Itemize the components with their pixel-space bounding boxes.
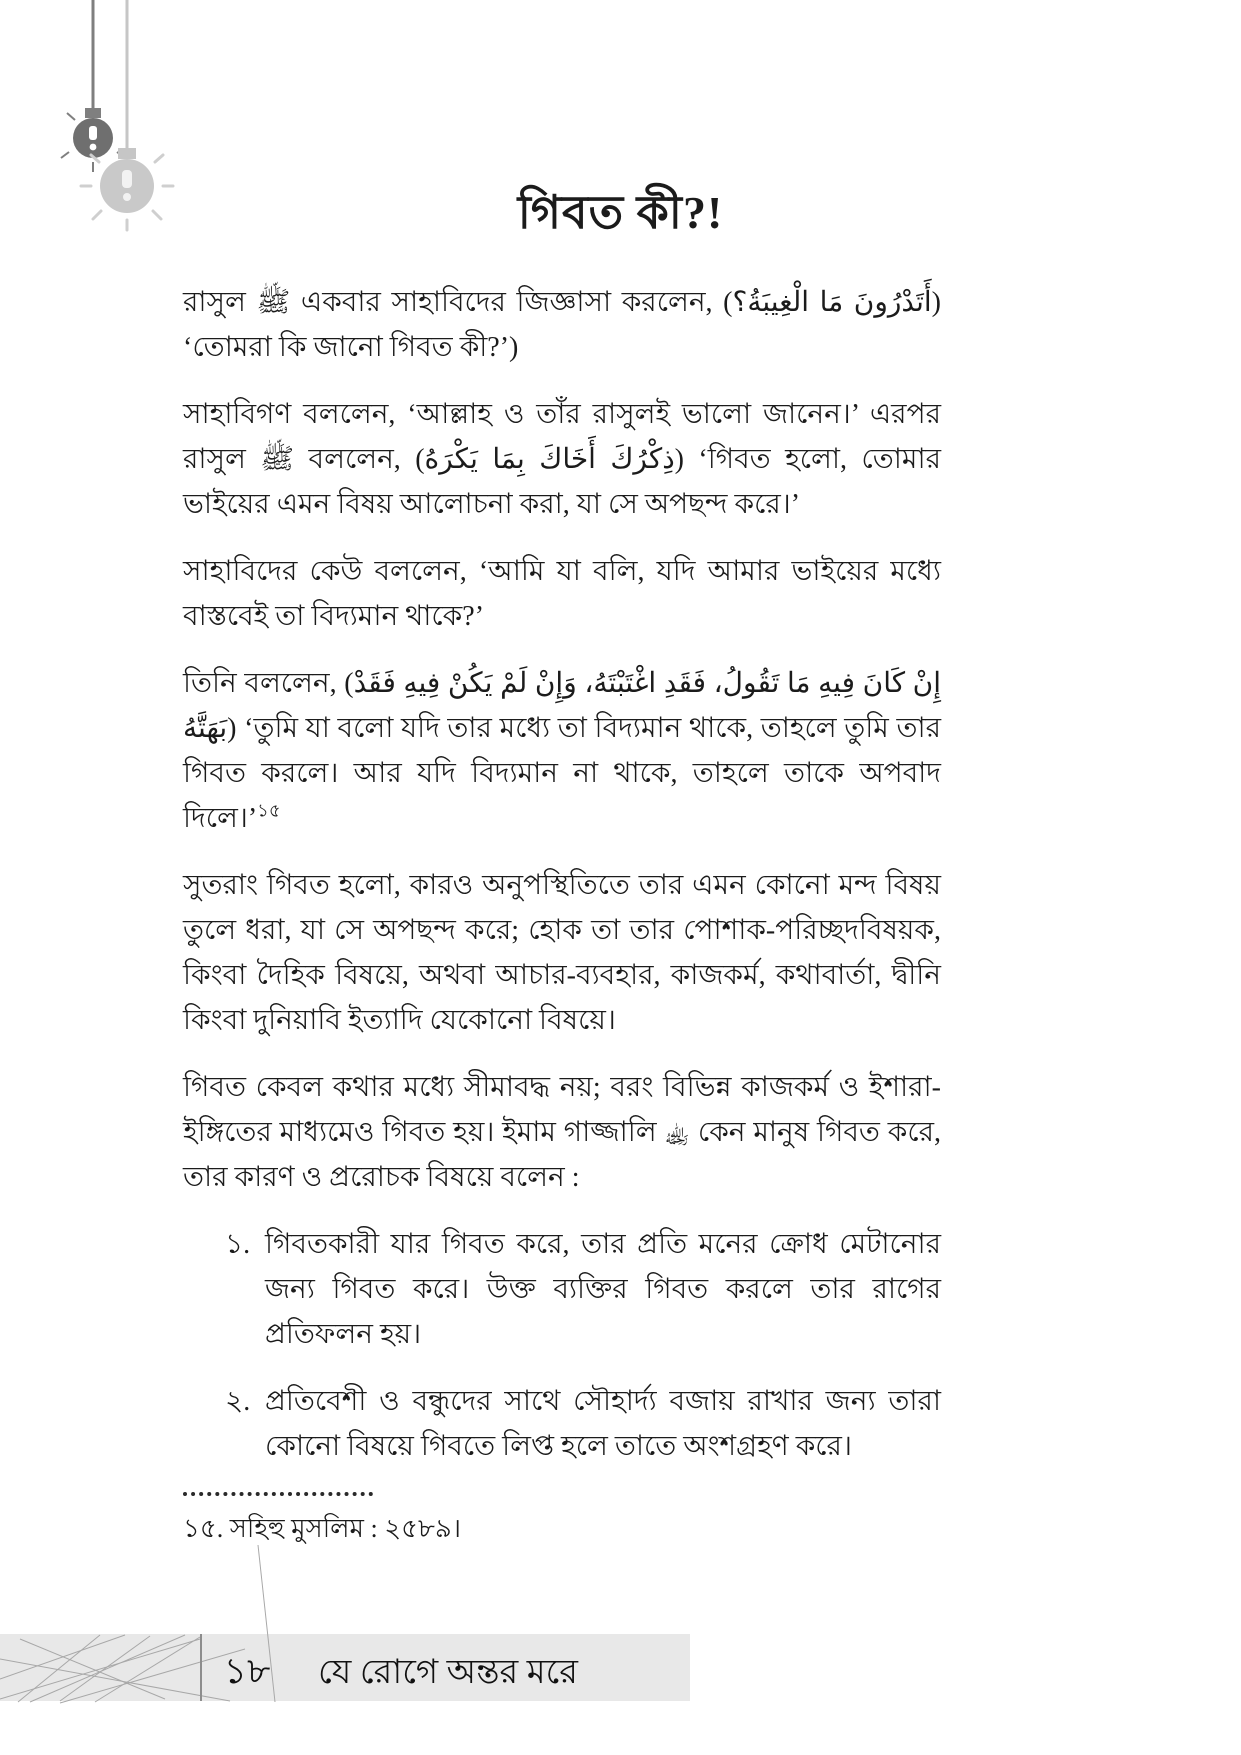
paragraph-1 xyxy=(183,280,941,370)
page-number: ১৮ xyxy=(223,1651,271,1691)
paragraph-2-text: সাহাবিগণ বললেন, ‘আল্লাহ ও তাঁর রাসুলই ভালো জানেন।’ এরপর রাসুল ﷺ বললেন, (ذِكْرُكَ أَخَاكَ بِمَا يَكْرَهُ) ‘গিবত হলো, তোমার ভাইয়ের এমন বিষয় আলোচনা করা, যা সে অপছন্দ করে।’ xyxy=(183,399,941,520)
paragraph-3 xyxy=(183,549,941,639)
paragraph-5-text: সুতরাং গিবত হলো, কারও অনুপস্থিতিতে তার এমন কোনো মন্দ বিষয় তুলে ধরা, যা সে অপছন্দ করে; হোক তা তার পোশাক-পরিচ্ছদবিষয়ক, কিংবা দৈহিক বিষয়ে, অথবা আচার-ব্যবহার, কাজকর্ম, কথাবার্তা, দ্বীনি কিংবা দুনিয়াবি ইত্যাদি যেকোনো বিষয়ে। xyxy=(183,870,941,1036)
paragraph-3-text: সাহাবিদের কেউ বললেন, ‘আমি যা বলি, যদি আমার ভাইয়ের মধ্যে বাস্তবেই তা বিদ্যমান থাকে?’ xyxy=(183,556,941,632)
paragraph-2 xyxy=(183,392,941,527)
paragraph-6 xyxy=(183,1065,941,1200)
list-item-1 xyxy=(225,1222,941,1357)
footnote-text: ১৫. সহিহু মুসলিম : ২৫৮৯। xyxy=(183,1514,462,1543)
body-text xyxy=(183,280,941,1491)
footnote-divider xyxy=(183,1492,373,1496)
page-title: গিবত কী?! xyxy=(517,187,724,238)
list-item-1-text: গিবতকারী যার গিবত করে, তার প্রতি মনের ক্রোধ মেটানোর জন্য গিবত করে। উক্ত ব্যক্তির গিবত করলে তার রাগের প্রতিফলন হয়। xyxy=(265,1229,941,1350)
list-item-2-number: ২. xyxy=(225,1386,251,1417)
paragraph-4-footnote-ref: ১৫ xyxy=(257,800,281,821)
paragraph-4 xyxy=(183,661,941,841)
paragraph-1-text: রাসুল ﷺ একবার সাহাবিদের জিজ্ঞাসা করলেন, (أَتَدْرُونَ مَا الْغِيبَةُ؟) ‘তোমরা কি জানো গিবত কী?’) xyxy=(183,287,941,363)
paragraph-4-text: তিনি বললেন, (إِنْ كَانَ فِيهِ مَا تَقُولُ، فَقَدِ اغْتَبْتَهُ، وَإِنْ لَمْ يَكُنْ فِيهِ فَقَدْ بَهَتَّهُ) ‘তুমি যা বলো যদি তার মধ্যে তা বিদ্যমান থাকে, তাহলে তুমি তার গিবত করলে। আর যদি বিদ্যমান না থাকে, তাহলে তাকে অপবাদ দিলে।’ xyxy=(183,668,942,834)
geometric-lines-decoration xyxy=(0,1539,360,1704)
book-title: যে রোগে অন্তর মরে xyxy=(318,1654,579,1691)
list-item-2-text: প্রতিবেশী ও বন্ধুদের সাথে সৌহার্দ্য বজায় রাখার জন্য তারা কোনো বিষয়ে গিবতে লিপ্ত হলে তাতে অংশগ্রহণ করে। xyxy=(265,1386,941,1462)
paragraph-5 xyxy=(183,863,941,1043)
list-item-1-number: ১. xyxy=(225,1229,251,1260)
footer xyxy=(0,1634,690,1701)
paragraph-6-text: গিবত কেবল কথার মধ্যে সীমাবদ্ধ নয়; বরং বিভিন্ন কাজকর্ম ও ইশারা-ইঙ্গিতের মাধ্যমেও গিবত হয়। ইমাম গাজ্জালি ﵀ কেন মানুষ গিবত করে, তার কারণ ও প্ররোচক বিষয়ে বলেন : xyxy=(183,1072,941,1193)
list-item-2 xyxy=(225,1379,941,1469)
footer-divider-line xyxy=(200,1634,202,1701)
